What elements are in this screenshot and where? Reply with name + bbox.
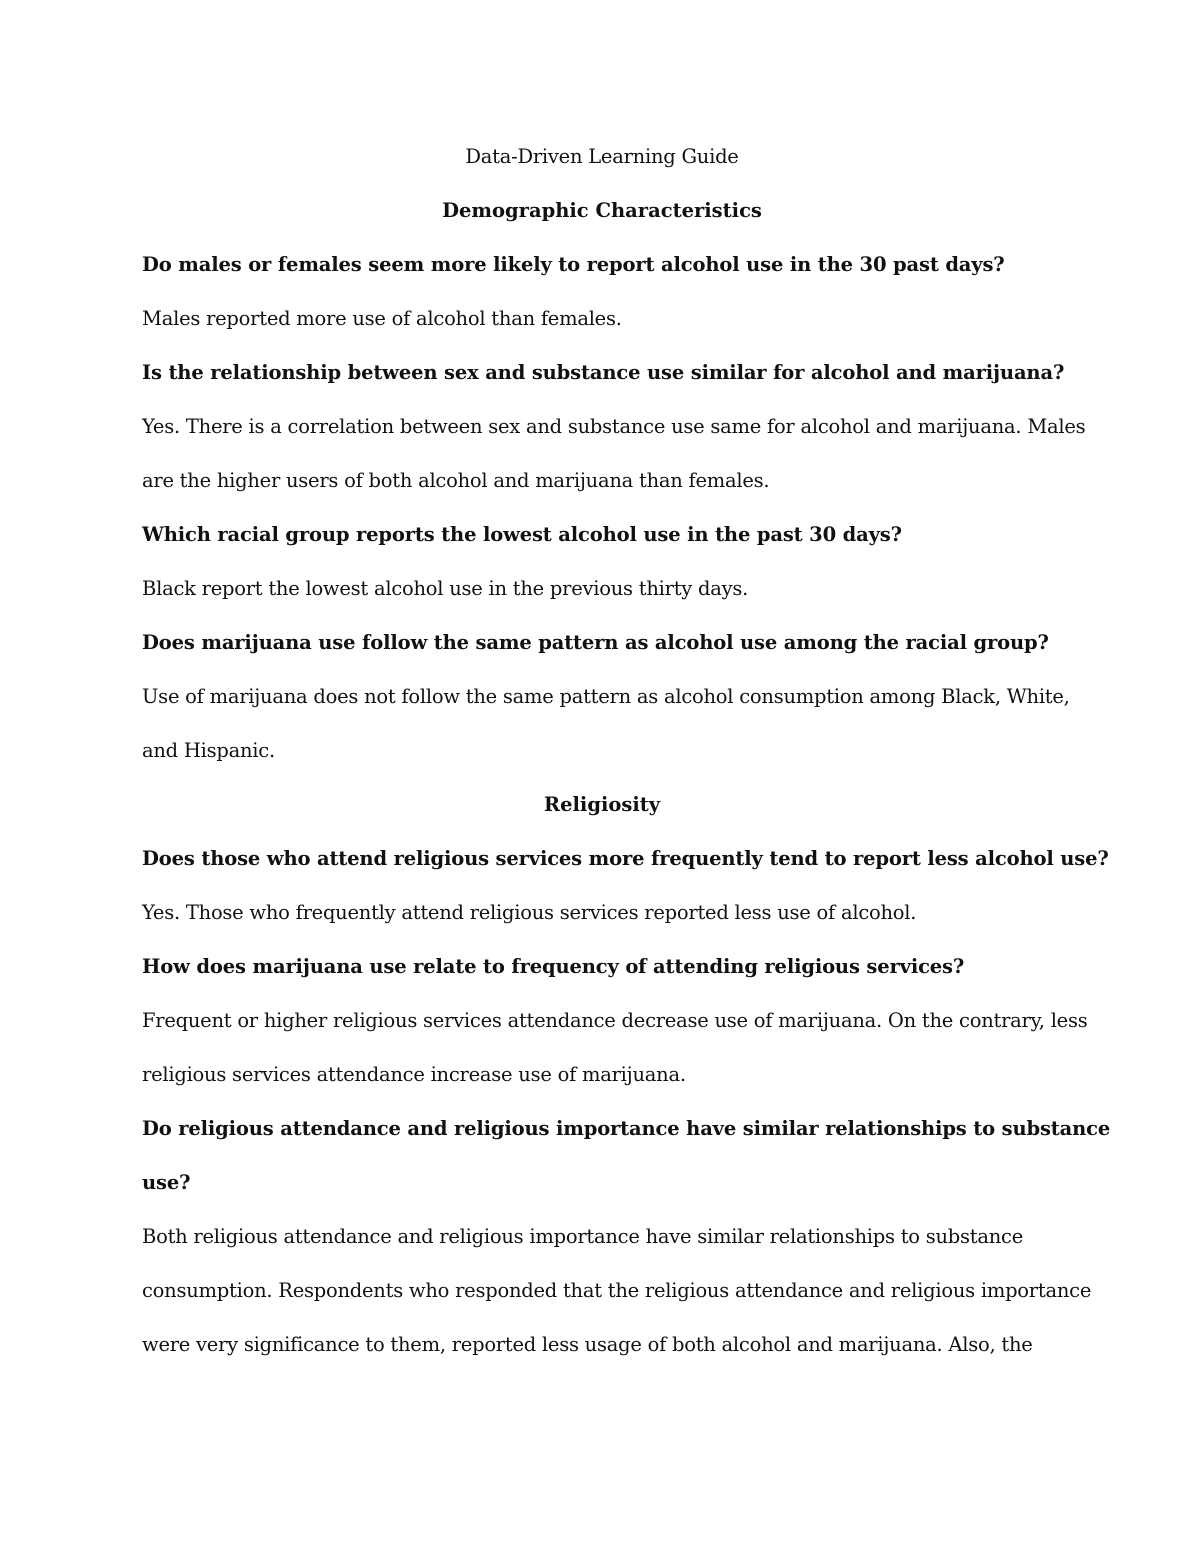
answer-1-line-1: Males reported more use of alcohol than females. <box>142 307 622 330</box>
question-6: How does marijuana use relate to frequency of attending religious services? <box>142 955 965 978</box>
document-body <box>142 135 1111 1377</box>
answer-7-line-2: consumption. Respondents who responded that the religious attendance and religious importance <box>142 1279 1092 1302</box>
document-title: Data-Driven Learning Guide <box>465 145 739 168</box>
answer-5-line-1: Yes. Those who frequently attend religious services reported less use of alcohol. <box>142 901 917 924</box>
answer-6-line-1: Frequent or higher religious services attendance decrease use of marijuana. On the contrary, less <box>142 1009 1088 1032</box>
answer-4-line-2: and Hispanic. <box>142 739 275 762</box>
answer-3-line-1: Black report the lowest alcohol use in the previous thirty days. <box>142 577 749 600</box>
answer-7-line-1: Both religious attendance and religious importance have similar relationships to substance <box>142 1225 1024 1248</box>
question-1: Do males or females seem more likely to report alcohol use in the 30 past days? <box>142 253 1005 276</box>
section-heading-religiosity: Religiosity <box>543 793 661 816</box>
question-7-line-1: Do religious attendance and religious importance have similar relationships to substance <box>142 1117 1111 1140</box>
answer-6-line-2: religious services attendance increase use of marijuana. <box>142 1063 686 1086</box>
question-3: Which racial group reports the lowest alcohol use in the past 30 days? <box>142 523 902 546</box>
question-5: Does those who attend religious services more frequently tend to report less alcohol use? <box>142 847 1109 870</box>
question-7-line-2: use? <box>142 1171 191 1194</box>
question-2: Is the relationship between sex and substance use similar for alcohol and marijuana? <box>142 361 1065 384</box>
answer-2-line-2: are the higher users of both alcohol and marijuana than females. <box>142 469 770 492</box>
answer-4-line-1: Use of marijuana does not follow the same pattern as alcohol consumption among Black, White, <box>142 685 1070 708</box>
section-heading-demographic: Demographic Characteristics <box>442 199 762 222</box>
answer-2-line-1: Yes. There is a correlation between sex and substance use same for alcohol and marijuana. Males <box>142 415 1086 438</box>
answer-7-line-3: were very significance to them, reported less usage of both alcohol and marijuana. Also, the <box>142 1333 1033 1356</box>
question-4: Does marijuana use follow the same pattern as alcohol use among the racial group? <box>142 631 1049 654</box>
